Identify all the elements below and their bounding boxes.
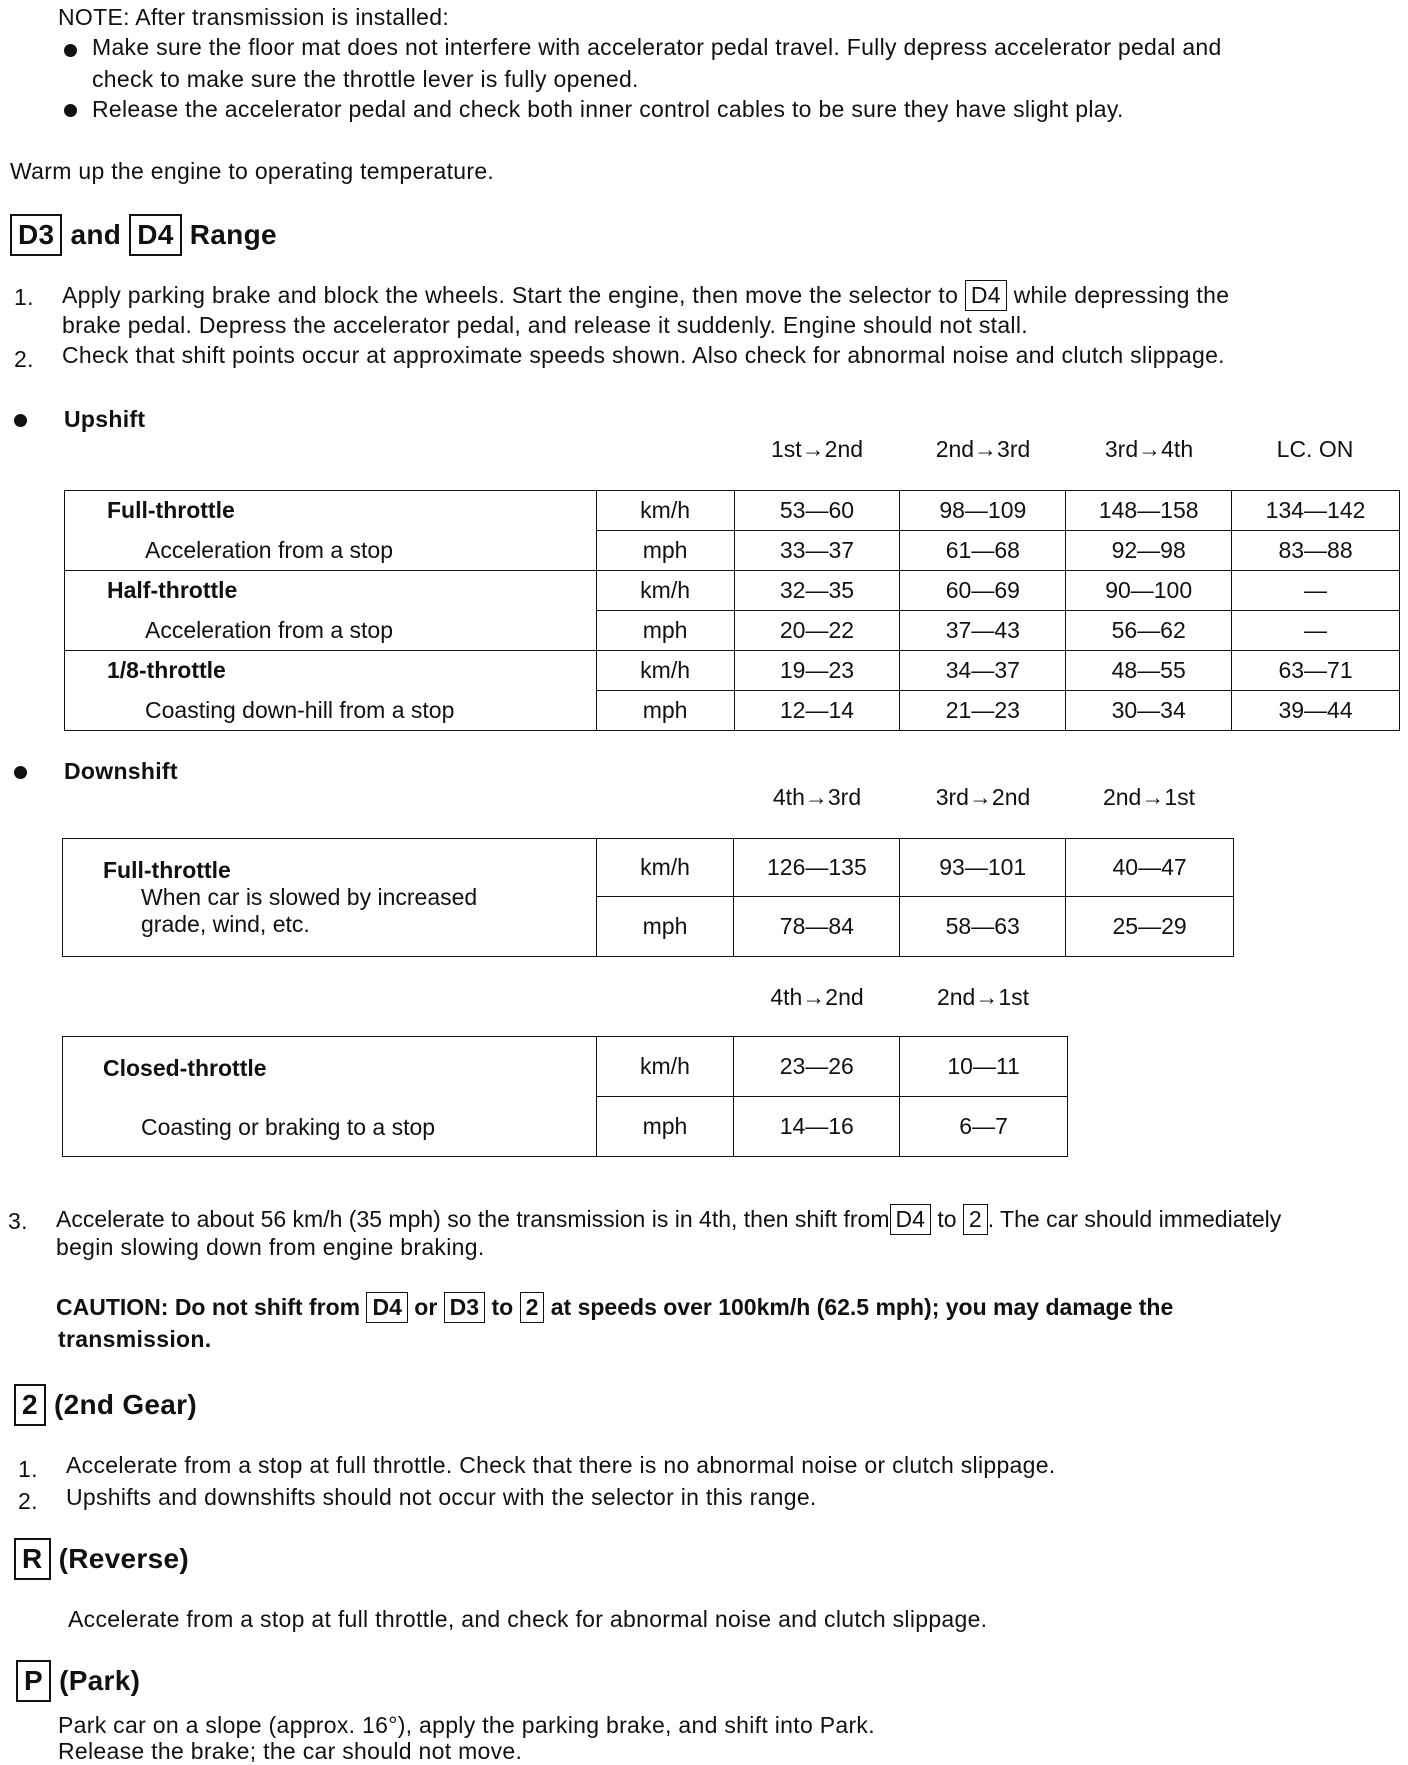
second-gear-title: (2nd Gear) — [53, 1389, 197, 1420]
table-row — [65, 491, 1400, 531]
upshift-col-header: LC. ON — [1276, 436, 1354, 462]
d4-box: D4 — [366, 1292, 407, 1323]
row-label: Coasting down-hill from a stop — [65, 691, 597, 731]
note-item-1: Make sure the floor mat does not interfere with accelerator pedal travel. Fully depress accelerator pedal and — [92, 34, 1222, 60]
table-row — [65, 611, 1400, 651]
second-step-2-text: Upshifts and downshifts should not occur with the selector in this range. — [66, 1484, 817, 1510]
value-cell: 61—68 — [900, 531, 1066, 571]
and-word: and — [70, 219, 122, 250]
value-cell: 58—63 — [900, 897, 1066, 957]
upshift-title: Upshift — [64, 406, 146, 432]
gear-2-box: 2 — [14, 1384, 46, 1426]
reverse-heading — [14, 1538, 189, 1580]
unit-cell: mph — [596, 897, 734, 957]
row-label: Full-throttle — [103, 857, 231, 883]
to-word: to — [491, 1294, 514, 1320]
downshift-col-header: 3rd→2nd — [935, 784, 1031, 810]
table-row — [63, 839, 1234, 897]
value-cell: 92—98 — [1066, 531, 1232, 571]
unit-cell: mph — [596, 691, 734, 731]
step-2-text: Check that shift points occur at approximate speeds shown. Also check for abnormal noise and clutch slippage. — [62, 342, 1225, 368]
value-cell: 126—135 — [734, 839, 900, 897]
reverse-title: (Reverse) — [58, 1543, 189, 1574]
gear-2-box: 2 — [963, 1204, 988, 1235]
closed-col-header: 4th→2nd — [770, 984, 864, 1010]
value-cell: 53—60 — [734, 491, 900, 531]
value-cell: 39—44 — [1232, 691, 1400, 731]
value-cell: 48—55 — [1066, 651, 1232, 691]
unit-cell: km/h — [596, 651, 734, 691]
unit-cell: km/h — [596, 839, 734, 897]
row-label: Closed-throttle — [103, 1055, 267, 1081]
value-cell: 19—23 — [734, 651, 900, 691]
value-cell: 40—47 — [1066, 839, 1234, 897]
park-line-2: Release the brake; the car should not move. — [58, 1738, 523, 1764]
park-box: P — [16, 1660, 51, 1702]
row-sublabel: When car is slowed by increased — [141, 884, 478, 910]
closed-label-cell — [63, 1037, 597, 1157]
upshift-col-header: 2nd→3rd — [935, 436, 1031, 462]
bullet-icon — [14, 766, 27, 779]
closed-throttle-table — [62, 1036, 1068, 1157]
value-cell: 14—16 — [734, 1097, 900, 1157]
d-range-heading — [10, 214, 277, 256]
step-3-number: 3. — [8, 1208, 28, 1234]
value-cell: 20—22 — [734, 611, 900, 651]
value-cell: — — [1232, 611, 1400, 651]
value-cell: 63—71 — [1232, 651, 1400, 691]
note-item-2: Release the accelerator pedal and check both inner control cables to be sure they have slight play. — [92, 96, 1124, 122]
second-step-1-number: 1. — [18, 1456, 38, 1482]
row-label: Acceleration from a stop — [65, 531, 597, 571]
park-heading — [16, 1660, 140, 1702]
value-cell: 93—101 — [900, 839, 1066, 897]
d4-box: D4 — [890, 1204, 931, 1235]
value-cell: 78—84 — [734, 897, 900, 957]
value-cell: 90—100 — [1066, 571, 1232, 611]
to-word: to — [937, 1206, 957, 1232]
note-title: NOTE: After transmission is installed: — [58, 4, 450, 30]
unit-cell: km/h — [596, 1037, 734, 1097]
unit-cell: mph — [596, 611, 734, 651]
second-step-2-number: 2. — [18, 1488, 38, 1514]
value-cell: 12—14 — [734, 691, 900, 731]
row-sublabel: grade, wind, etc. — [141, 911, 310, 937]
second-gear-heading — [14, 1384, 197, 1426]
upshift-col-header: 1st→2nd — [770, 436, 864, 462]
table-row — [65, 571, 1400, 611]
second-step-1-text: Accelerate from a stop at full throttle. Check that there is no abnormal noise or clutch slippage. — [66, 1452, 1056, 1478]
unit-cell: mph — [596, 531, 734, 571]
step-3-line-1 — [56, 1204, 1281, 1235]
downshift-col-header: 4th→3rd — [772, 784, 862, 810]
step-2-number: 2. — [14, 346, 34, 372]
park-line-1: Park car on a slope (approx. 16°), apply the parking brake, and shift into Park. — [58, 1712, 875, 1738]
value-cell: 60—69 — [900, 571, 1066, 611]
step-1-text-a: Apply parking brake and block the wheels. Start the engine, then move the selector to — [62, 282, 959, 308]
upshift-col-header: 3rd→4th — [1104, 436, 1194, 462]
row-label: 1/8-throttle — [65, 651, 597, 691]
caution-line-1 — [56, 1292, 1173, 1323]
park-title: (Park) — [59, 1665, 141, 1696]
step-1-text-b: while depressing the — [1013, 282, 1230, 308]
step-1-line-2: brake pedal. Depress the accelerator pedal, and release it suddenly. Engine should not stall. — [62, 312, 1028, 338]
step-1-number: 1. — [14, 284, 34, 310]
row-label: Half-throttle — [65, 571, 597, 611]
range-word: Range — [189, 219, 277, 250]
unit-cell: km/h — [596, 491, 734, 531]
step-3-line-2: begin slowing down from engine braking. — [56, 1234, 485, 1260]
row-label: Acceleration from a stop — [65, 611, 597, 651]
bullet-icon — [14, 414, 27, 427]
value-cell: 37—43 — [900, 611, 1066, 651]
value-cell: 83—88 — [1232, 531, 1400, 571]
downshift-col-header: 2nd→1st — [1102, 784, 1196, 810]
d3-box: D3 — [10, 214, 62, 256]
value-cell: 10—11 — [900, 1037, 1068, 1097]
d3-box: D3 — [444, 1292, 485, 1323]
step-3-text-a: Accelerate to about 56 km/h (35 mph) so the transmission is in 4th, then shift from — [56, 1206, 890, 1232]
value-cell: 25—29 — [1066, 897, 1234, 957]
gear-2-box: 2 — [520, 1292, 545, 1323]
value-cell: — — [1232, 571, 1400, 611]
bullet-icon — [64, 104, 77, 117]
closed-col-header: 2nd→1st — [936, 984, 1030, 1010]
value-cell: 33—37 — [734, 531, 900, 571]
table-row — [65, 531, 1400, 571]
step-3-text-b: . The car should immediately — [987, 1206, 1282, 1232]
value-cell: 21—23 — [900, 691, 1066, 731]
caution-text-b: at speeds over 100km/h (62.5 mph); you may damage the — [550, 1294, 1174, 1320]
table-row — [63, 1037, 1068, 1097]
downshift-label-cell — [63, 839, 597, 957]
value-cell: 34—37 — [900, 651, 1066, 691]
caution-line-2: transmission. — [58, 1326, 212, 1352]
step-1-line-1 — [62, 280, 1229, 311]
note-item-1-cont: check to make sure the throttle lever is fully opened. — [92, 66, 639, 92]
downshift-title: Downshift — [64, 758, 178, 784]
row-sublabel: Coasting or braking to a stop — [141, 1114, 436, 1140]
reverse-text: Accelerate from a stop at full throttle, and check for abnormal noise and clutch slippage. — [68, 1606, 988, 1632]
table-row — [65, 651, 1400, 691]
or-word: or — [414, 1294, 438, 1320]
bullet-icon — [64, 44, 77, 57]
d4-box: D4 — [129, 214, 181, 256]
value-cell: 30—34 — [1066, 691, 1232, 731]
value-cell: 134—142 — [1232, 491, 1400, 531]
value-cell: 148—158 — [1066, 491, 1232, 531]
value-cell: 6—7 — [900, 1097, 1068, 1157]
value-cell: 32—35 — [734, 571, 900, 611]
warmup-text: Warm up the engine to operating temperature. — [10, 158, 495, 184]
downshift-table — [62, 838, 1234, 957]
unit-cell: mph — [596, 1097, 734, 1157]
value-cell: 98—109 — [900, 491, 1066, 531]
caution-text-a: CAUTION: Do not shift from — [56, 1294, 361, 1320]
reverse-box: R — [14, 1538, 51, 1580]
table-row — [65, 691, 1400, 731]
d4-box: D4 — [965, 280, 1007, 311]
value-cell: 56—62 — [1066, 611, 1232, 651]
row-label: Full-throttle — [65, 491, 597, 531]
unit-cell: km/h — [596, 571, 734, 611]
value-cell: 23—26 — [734, 1037, 900, 1097]
upshift-table — [64, 490, 1400, 731]
